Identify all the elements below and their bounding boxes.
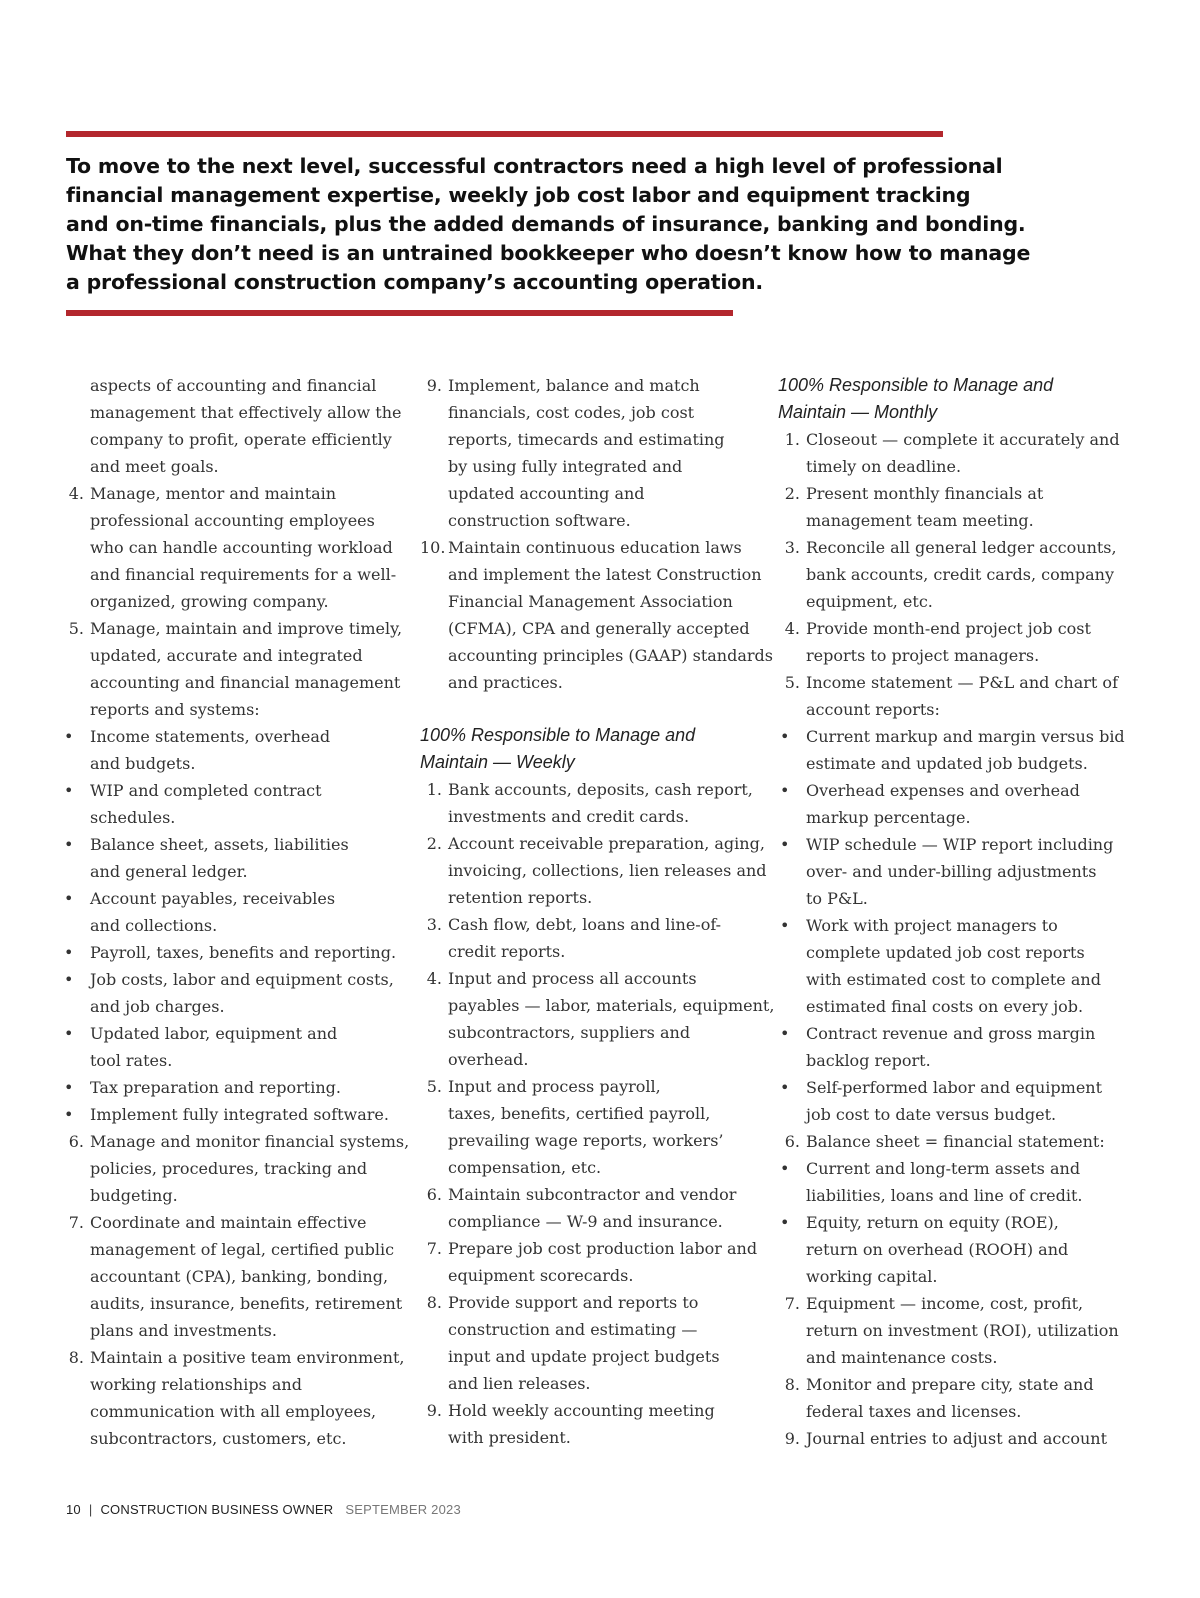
- text-line: budgeting.: [90, 1186, 178, 1205]
- text-line: accounting principles (GAAP) standards: [448, 646, 773, 665]
- bullet-item: [778, 1155, 1123, 1209]
- bullet-item: [62, 723, 402, 777]
- publication-name: CONSTRUCTION BUSINESS OWNER: [100, 1502, 334, 1517]
- pull-quote-line: financial management expertise, weekly job cost labor and equipment tracking: [66, 183, 971, 207]
- text-line: Journal entries to adjust and account: [806, 1429, 1108, 1448]
- item-text: [90, 480, 402, 615]
- text-line: Income statements, overhead: [90, 727, 331, 746]
- bullet-marker: •: [780, 1213, 790, 1232]
- bullet-item: [778, 1074, 1123, 1128]
- item-text: [90, 1101, 402, 1128]
- text-line: Payroll, taxes, benefits and reporting.: [90, 943, 397, 962]
- text-line: Input and process payroll,: [448, 1077, 661, 1096]
- bullet-marker: •: [64, 835, 74, 854]
- text-line: Maintain continuous education laws: [448, 538, 742, 557]
- text-line: account reports:: [806, 700, 940, 719]
- text-line: 100% Responsible to Manage and: [420, 725, 696, 745]
- bullet-item: [62, 885, 402, 939]
- text-line: Implement fully integrated software.: [90, 1105, 389, 1124]
- text-line: plans and investments.: [90, 1321, 277, 1340]
- text-line: overhead.: [448, 1050, 529, 1069]
- bullet-item: [62, 1074, 402, 1101]
- item-text: [90, 723, 402, 777]
- text-line: Current markup and margin versus bid: [806, 727, 1125, 746]
- item-number: 6.: [784, 1132, 800, 1151]
- text-line: Reconcile all general ledger accounts,: [806, 538, 1117, 557]
- column-right: [778, 372, 1123, 1452]
- item-number: 1.: [784, 430, 800, 449]
- text-line: federal taxes and licenses.: [806, 1402, 1022, 1421]
- item-number: 4.: [68, 484, 84, 503]
- item-number: 9.: [426, 376, 442, 395]
- pull-quote: [66, 152, 1031, 297]
- item-number: 3.: [784, 538, 800, 557]
- text-line: Contract revenue and gross margin: [806, 1024, 1096, 1043]
- text-line: with estimated cost to complete and: [806, 970, 1101, 989]
- bullet-marker: •: [780, 727, 790, 746]
- item-text: [806, 534, 1123, 615]
- bullet-item: [778, 1020, 1123, 1074]
- item-text: [90, 1209, 402, 1344]
- item-text: [806, 1155, 1123, 1209]
- text-line: investments and credit cards.: [448, 807, 690, 826]
- numbered-item: [62, 1209, 402, 1344]
- bullet-marker: •: [64, 970, 74, 989]
- numbered-item: [420, 1235, 765, 1289]
- item-number: 4.: [784, 619, 800, 638]
- text-line: over- and under-billing adjustments: [806, 862, 1097, 881]
- item-text: [90, 777, 402, 831]
- bullet-marker: •: [780, 1024, 790, 1043]
- bullet-marker: •: [64, 889, 74, 908]
- text-line: Hold weekly accounting meeting: [448, 1401, 715, 1420]
- bullet-item: [62, 831, 402, 885]
- bullet-item: [62, 777, 402, 831]
- text-line: tool rates.: [90, 1051, 173, 1070]
- numbered-item: [420, 1181, 765, 1235]
- pull-quote-line: To move to the next level, successful contractors need a high level of professional: [66, 154, 1003, 178]
- item-number: 8.: [784, 1375, 800, 1394]
- text-line: Bank accounts, deposits, cash report,: [448, 780, 753, 799]
- text-line: and meet goals.: [90, 457, 219, 476]
- text-line: construction and estimating —: [448, 1320, 698, 1339]
- text-line: liabilities, loans and line of credit.: [806, 1186, 1083, 1205]
- item-number: 3.: [426, 915, 442, 934]
- bullet-marker: •: [780, 916, 790, 935]
- text-line: subcontractors, suppliers and: [448, 1023, 691, 1042]
- text-line: and maintenance costs.: [806, 1348, 998, 1367]
- text-line: Tax preparation and reporting.: [90, 1078, 341, 1097]
- text-line: taxes, benefits, certified payroll,: [448, 1104, 711, 1123]
- bullet-marker: •: [64, 1024, 74, 1043]
- text-line: Maintain — Monthly: [778, 402, 938, 422]
- text-line: audits, insurance, benefits, retirement: [90, 1294, 403, 1313]
- text-line: (CFMA), CPA and generally accepted: [448, 619, 750, 638]
- item-text: [448, 372, 765, 534]
- pull-quote-line: and on-time financials, plus the added demands of insurance, banking and bonding.: [66, 212, 1026, 236]
- item-text: [448, 1181, 765, 1235]
- section-heading: [778, 372, 1123, 426]
- text-line: reports and systems:: [90, 700, 260, 719]
- text-line: communication with all employees,: [90, 1402, 377, 1421]
- bullet-item: [778, 723, 1123, 777]
- text-line: Input and process all accounts: [448, 969, 697, 988]
- item-number: 5.: [784, 673, 800, 692]
- item-text: [806, 426, 1123, 480]
- text-line: policies, procedures, tracking and: [90, 1159, 368, 1178]
- text-line: Maintain subcontractor and vendor: [448, 1185, 737, 1204]
- text-line: schedules.: [90, 808, 176, 827]
- item-text: [806, 615, 1123, 669]
- text-line: organized, growing company.: [90, 592, 329, 611]
- numbered-item: [420, 830, 765, 911]
- item-text: [806, 777, 1123, 831]
- bullet-marker: •: [780, 835, 790, 854]
- item-number: 9.: [784, 1429, 800, 1448]
- item-text: [448, 965, 775, 1073]
- item-text: [90, 1074, 402, 1101]
- item-text: [90, 831, 402, 885]
- text-line: 100% Responsible to Manage and: [778, 375, 1054, 395]
- numbered-item: [778, 615, 1123, 669]
- text-line: input and update project budgets: [448, 1347, 720, 1366]
- item-number: 10.: [420, 538, 446, 557]
- item-text: [806, 1371, 1123, 1425]
- text-line: invoicing, collections, lien releases and: [448, 861, 767, 880]
- text-line: job cost to date versus budget.: [806, 1105, 1057, 1124]
- bullet-marker: •: [64, 1078, 74, 1097]
- numbered-item: [420, 776, 765, 830]
- text-line: Manage and monitor financial systems,: [90, 1132, 410, 1151]
- text-line: and budgets.: [90, 754, 196, 773]
- bullet-item: [62, 939, 402, 966]
- item-number: 4.: [426, 969, 442, 988]
- numbered-item: [778, 534, 1123, 615]
- text-line: Manage, mentor and maintain: [90, 484, 337, 503]
- page-number: 10: [66, 1502, 81, 1517]
- text-line: Job costs, labor and equipment costs,: [90, 970, 394, 989]
- text-line: by using fully integrated and: [448, 457, 683, 476]
- text-line: Closeout — complete it accurately and: [806, 430, 1120, 449]
- text-line: bank accounts, credit cards, company: [806, 565, 1114, 584]
- numbered-item: [62, 1344, 405, 1452]
- numbered-item: [778, 1128, 1123, 1155]
- bullet-marker: •: [64, 727, 74, 746]
- item-number: 5.: [426, 1077, 442, 1096]
- item-number: 8.: [426, 1293, 442, 1312]
- text-line: equipment scorecards.: [448, 1266, 634, 1285]
- bullet-item: [62, 1020, 402, 1074]
- bullet-marker: •: [780, 1078, 790, 1097]
- text-line: management that effectively allow the: [90, 403, 402, 422]
- text-line: aspects of accounting and financial: [90, 376, 377, 395]
- item-text: [448, 1397, 765, 1451]
- continued-paragraph: [62, 372, 402, 480]
- bullet-item: [778, 777, 1123, 831]
- text-line: working relationships and: [90, 1375, 302, 1394]
- numbered-item: [778, 1290, 1123, 1371]
- item-number: 6.: [68, 1132, 84, 1151]
- item-text: [448, 776, 765, 830]
- item-text: [448, 1235, 765, 1289]
- text-line: and general ledger.: [90, 862, 248, 881]
- text-line: complete updated job cost reports: [806, 943, 1085, 962]
- pull-quote-line: a professional construction company’s accounting operation.: [66, 270, 764, 294]
- text-line: Provide support and reports to: [448, 1293, 699, 1312]
- text-line: prevailing wage reports, workers’: [448, 1131, 724, 1150]
- numbered-item: [778, 1425, 1123, 1452]
- item-text: [806, 1209, 1123, 1290]
- issue-date: SEPTEMBER 2023: [345, 1502, 461, 1517]
- numbered-item: [62, 615, 402, 723]
- text-line: and job charges.: [90, 997, 225, 1016]
- text-line: compliance — W-9 and insurance.: [448, 1212, 723, 1231]
- text-line: with president.: [448, 1428, 571, 1447]
- text-line: management team meeting.: [806, 511, 1034, 530]
- text-line: and lien releases.: [448, 1374, 591, 1393]
- text-line: and collections.: [90, 916, 218, 935]
- item-text: [806, 1425, 1123, 1452]
- bullet-marker: •: [64, 1105, 74, 1124]
- item-text: [806, 669, 1123, 723]
- text-line: backlog report.: [806, 1051, 931, 1070]
- bottom-accent-rule: [66, 310, 733, 316]
- text-line: and implement the latest Construction: [448, 565, 762, 584]
- numbered-item: [778, 669, 1123, 723]
- numbered-item: [420, 911, 765, 965]
- text-line: Prepare job cost production labor and: [448, 1239, 758, 1258]
- item-number: 1.: [426, 780, 442, 799]
- text-line: Present monthly financials at: [806, 484, 1044, 503]
- text-line: and practices.: [448, 673, 563, 692]
- item-text: [448, 534, 773, 696]
- text-line: WIP and completed contract: [90, 781, 322, 800]
- item-number: 5.: [68, 619, 84, 638]
- bullet-marker: •: [64, 943, 74, 962]
- numbered-item: [778, 426, 1123, 480]
- text-line: Work with project managers to: [806, 916, 1058, 935]
- page-footer: [66, 1502, 461, 1517]
- text-line: return on overhead (ROOH) and: [806, 1240, 1069, 1259]
- item-text: [448, 911, 765, 965]
- text-line: reports to project managers.: [806, 646, 1040, 665]
- item-text: [806, 1290, 1123, 1371]
- text-line: and financial requirements for a well-: [90, 565, 397, 584]
- bullet-marker: •: [64, 781, 74, 800]
- text-line: estimate and updated job budgets.: [806, 754, 1088, 773]
- text-line: financials, cost codes, job cost: [448, 403, 695, 422]
- column-middle: [420, 372, 775, 1451]
- text-line: professional accounting employees: [90, 511, 375, 530]
- numbered-item: [420, 1289, 765, 1397]
- text-line: Financial Management Association: [448, 592, 733, 611]
- bullet-item: [778, 912, 1123, 1020]
- text-line: working capital.: [806, 1267, 938, 1286]
- numbered-item: [420, 534, 773, 696]
- numbered-item: [420, 372, 765, 534]
- section-heading: [420, 722, 765, 776]
- text-line: management of legal, certified public: [90, 1240, 395, 1259]
- text-line: Cash flow, debt, loans and line-of-: [448, 915, 722, 934]
- text-line: updated, accurate and integrated: [90, 646, 363, 665]
- item-text: [448, 1289, 765, 1397]
- text-line: company to profit, operate efficiently: [90, 430, 392, 449]
- item-number: 2.: [426, 834, 442, 853]
- item-text: [806, 831, 1123, 912]
- text-line: who can handle accounting workload: [90, 538, 393, 557]
- text-line: updated accounting and: [448, 484, 645, 503]
- numbered-item: [420, 1073, 765, 1181]
- text-line: reports, timecards and estimating: [448, 430, 725, 449]
- text-line: retention reports.: [448, 888, 593, 907]
- bullet-marker: •: [780, 1159, 790, 1178]
- column-left: [62, 372, 410, 1452]
- text-line: Overhead expenses and overhead: [806, 781, 1080, 800]
- text-line: compensation, etc.: [448, 1158, 602, 1177]
- text-line: to P&L.: [806, 889, 868, 908]
- item-text: [806, 1128, 1123, 1155]
- text-line: credit reports.: [448, 942, 566, 961]
- text-line: estimated final costs on every job.: [806, 997, 1084, 1016]
- item-text: [448, 830, 765, 911]
- item-number: 2.: [784, 484, 800, 503]
- text-line: return on investment (ROI), utilization: [806, 1321, 1119, 1340]
- text-line: Maintain a positive team environment,: [90, 1348, 405, 1367]
- numbered-item: [778, 1371, 1123, 1425]
- item-text: [90, 1020, 402, 1074]
- item-text: [806, 912, 1123, 1020]
- item-text: [90, 885, 402, 939]
- bullet-marker: •: [780, 781, 790, 800]
- text-line: accounting and financial management: [90, 673, 401, 692]
- text-line: Maintain — Weekly: [420, 752, 575, 772]
- text-line: Income statement — P&L and chart of: [806, 673, 1118, 692]
- text-line: WIP schedule — WIP report including: [806, 835, 1114, 854]
- text-line: markup percentage.: [806, 808, 971, 827]
- footer-separator: |: [88, 1502, 93, 1517]
- item-number: 9.: [426, 1401, 442, 1420]
- text-line: Provide month-end project job cost: [806, 619, 1091, 638]
- text-line: Monitor and prepare city, state and: [806, 1375, 1094, 1394]
- text-line: accountant (CPA), banking, bonding,: [90, 1267, 389, 1286]
- item-text: [448, 1073, 765, 1181]
- text-line: Equity, return on equity (ROE),: [806, 1213, 1059, 1232]
- item-text: [806, 1074, 1123, 1128]
- numbered-item: [420, 1397, 765, 1451]
- item-number: 7.: [68, 1213, 84, 1232]
- text-line: Current and long-term assets and: [806, 1159, 1081, 1178]
- item-number: 8.: [68, 1348, 84, 1367]
- text-line: Updated labor, equipment and: [90, 1024, 338, 1043]
- bullet-item: [778, 831, 1123, 912]
- text-line: timely on deadline.: [806, 457, 962, 476]
- item-text: [806, 723, 1123, 777]
- numbered-item: [62, 480, 402, 615]
- numbered-item: [420, 965, 775, 1073]
- numbered-item: [62, 1128, 410, 1209]
- text-line: Manage, maintain and improve timely,: [90, 619, 403, 638]
- text-line: Implement, balance and match: [448, 376, 700, 395]
- top-accent-rule: [66, 131, 943, 137]
- text-line: Account receivable preparation, aging,: [448, 834, 765, 853]
- text-line: equipment, etc.: [806, 592, 933, 611]
- item-number: 7.: [426, 1239, 442, 1258]
- text-line: payables — labor, materials, equipment,: [448, 996, 775, 1015]
- text-line: Balance sheet = financial statement:: [806, 1132, 1105, 1151]
- pull-quote-line: What they don’t need is an untrained bookkeeper who doesn’t know how to manage: [66, 241, 1031, 265]
- item-text: [90, 939, 402, 966]
- item-text: [90, 1344, 405, 1452]
- item-text: [90, 615, 402, 723]
- item-text: [806, 480, 1123, 534]
- item-text: [806, 1020, 1123, 1074]
- item-number: 6.: [426, 1185, 442, 1204]
- bullet-item: [62, 966, 402, 1020]
- numbered-item: [778, 480, 1123, 534]
- bullet-item: [62, 1101, 402, 1128]
- item-text: [90, 1128, 410, 1209]
- bullet-item: [778, 1209, 1123, 1290]
- text-line: Account payables, receivables: [90, 889, 336, 908]
- text-line: construction software.: [448, 511, 631, 530]
- text-line: Self-performed labor and equipment: [806, 1078, 1103, 1097]
- item-text: [90, 966, 402, 1020]
- text-line: Balance sheet, assets, liabilities: [90, 835, 349, 854]
- text-line: subcontractors, customers, etc.: [90, 1429, 347, 1448]
- text-line: Equipment — income, cost, profit,: [806, 1294, 1084, 1313]
- text-line: Coordinate and maintain effective: [90, 1213, 367, 1232]
- item-number: 7.: [784, 1294, 800, 1313]
